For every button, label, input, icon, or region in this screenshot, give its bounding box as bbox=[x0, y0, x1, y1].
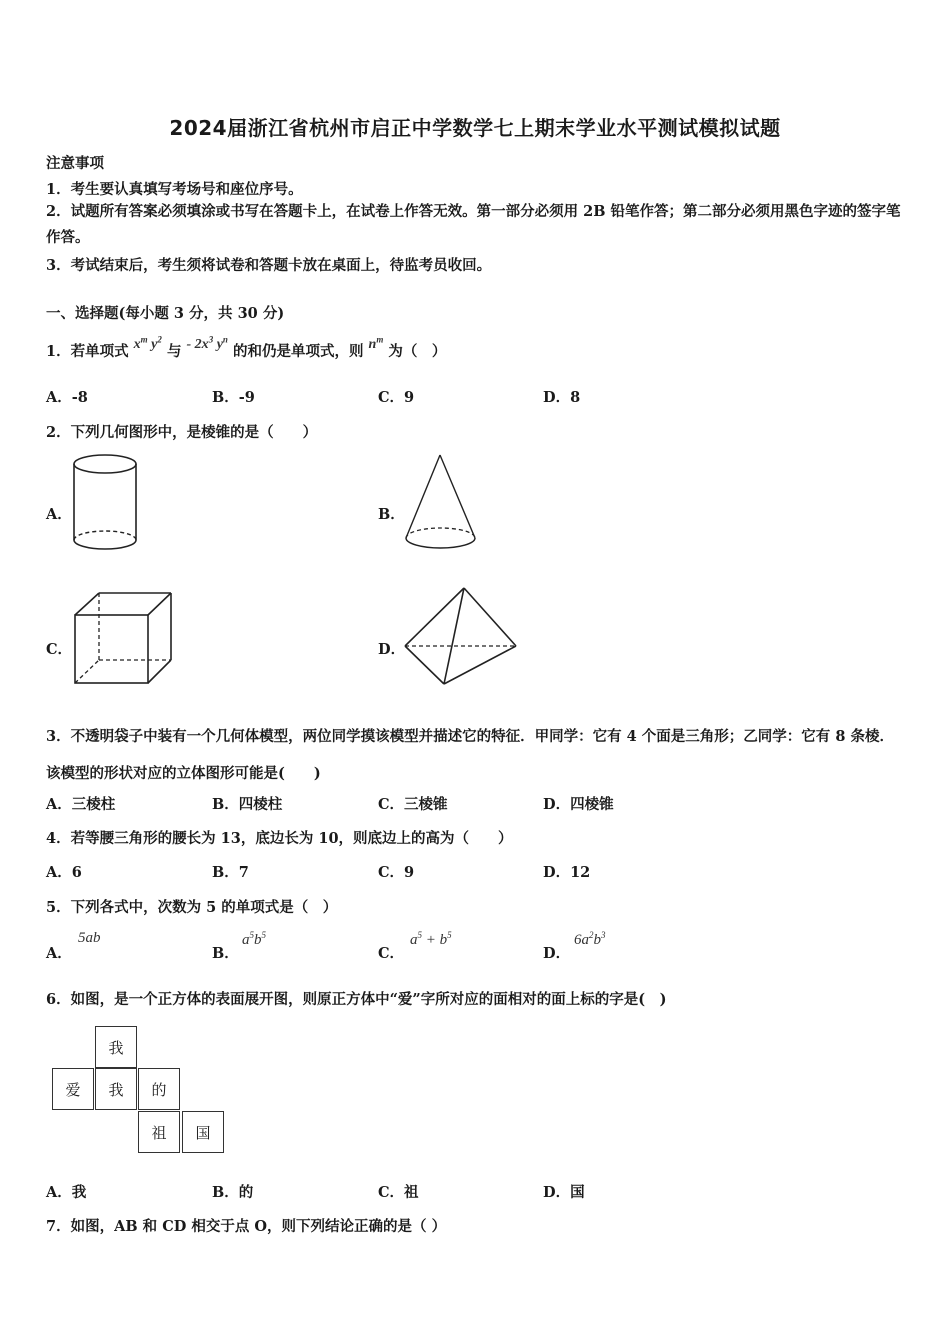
notice-heading: 注意事项 bbox=[46, 155, 104, 172]
q1-expr2: - $2x^3$ $y^n$ bbox=[186, 334, 228, 352]
q4-option-d: D．12 bbox=[543, 864, 591, 881]
cube-figure bbox=[72, 590, 176, 688]
q3-option-b: B．四棱柱 bbox=[212, 796, 283, 813]
notice-item-2: 2．试题所有答案必须填涂或书写在答题卡上，在试卷上作答无效。第一部分必须用 2B 铅笔作答；第二部分必须用黑色字迹的签字笔作答。 bbox=[46, 203, 901, 246]
q4-option-c: C．9 bbox=[378, 864, 415, 881]
q2-label-a: A． bbox=[46, 506, 72, 523]
q6-option-a: A．我 bbox=[46, 1184, 87, 1201]
notice-item-3: 3．考试结束后，考生须将试卷和答题卡放在桌面上，待监考员收回。 bbox=[46, 257, 492, 274]
q3-stem: 3．不透明袋子中装有一个几何体模型，两位同学摸该模型并描述它的特征．甲同学：它有 4 个面是三角形；乙同学：它有 8 条棱．该模型的形状对应的立体图形可能是( ) bbox=[46, 728, 894, 782]
q2-stem: 2．下列几何图形中，是棱锥的是（ ） bbox=[46, 424, 318, 441]
q5-expr-a: 5ab bbox=[78, 930, 101, 946]
q1-expr3: $n^m$ bbox=[368, 334, 384, 352]
q1-stem: 1．若单项式 $x^m$ $y^2$ 与 - $2x^3$ $y^n$ 的和仍是单项式，则 $n^m$ 为（ ） bbox=[46, 334, 447, 360]
net-cell-zu: 祖 bbox=[138, 1111, 180, 1153]
q7-stem: 7．如图，AB 和 CD 相交于点 O，则下列结论正确的是（ ） bbox=[46, 1218, 447, 1235]
q1-option-c: C．9 bbox=[378, 389, 415, 406]
cone-figure bbox=[402, 452, 482, 552]
q1-option-a: A．-8 bbox=[46, 389, 88, 406]
q4-stem: 4．若等腰三角形的腰长为 13，底边长为 10，则底边上的高为（ ） bbox=[46, 830, 513, 847]
q1-expr1: $x^m$ $y^2$ bbox=[133, 334, 162, 352]
q3-option-c: C．三棱锥 bbox=[378, 796, 448, 813]
section-heading: 一、选择题(每小题 3 分，共 30 分) bbox=[46, 305, 285, 322]
q5-label-b: B． bbox=[212, 945, 239, 962]
q6-option-b: B．的 bbox=[212, 1184, 254, 1201]
net-cell-ai: 爱 bbox=[52, 1068, 94, 1110]
q3-option-a: A．三棱柱 bbox=[46, 796, 116, 813]
q5-stem: 5．下列各式中，次数为 5 的单项式是（ ） bbox=[46, 899, 338, 916]
q5-expr-c: $a^5 + b^5$ bbox=[410, 930, 452, 948]
q1-option-b: B．-9 bbox=[212, 389, 255, 406]
q4-option-a: A．6 bbox=[46, 864, 82, 881]
net-cell-wo: 我 bbox=[95, 1068, 137, 1110]
q6-option-d: D．国 bbox=[543, 1184, 585, 1201]
q5-expr-b: $a^5b^5$ bbox=[242, 930, 266, 948]
q2-label-b: B． bbox=[378, 506, 405, 523]
q5-label-d: D． bbox=[543, 945, 571, 962]
q5-expr-d: $6a^2b^3$ bbox=[574, 930, 606, 948]
q2-label-d: D． bbox=[378, 641, 406, 658]
q3-option-d: D．四棱锥 bbox=[543, 796, 614, 813]
net-cell-guo: 国 bbox=[182, 1111, 224, 1153]
q2-label-c: C． bbox=[46, 641, 73, 658]
q5-label-a: A． bbox=[46, 945, 72, 962]
net-cell-de: 的 bbox=[138, 1068, 180, 1110]
notice-item-1: 1．考生要认真填写考场号和座位序号。 bbox=[46, 181, 303, 198]
q1-option-d: D．8 bbox=[543, 389, 581, 406]
q5-label-c: C． bbox=[378, 945, 405, 962]
page-title: 2024届浙江省杭州市启正中学数学七上期末学业水平测试模拟试题 bbox=[169, 116, 781, 140]
pyramid-figure bbox=[402, 585, 522, 689]
cylinder-figure bbox=[70, 452, 142, 554]
net-cell-top: 我 bbox=[95, 1026, 137, 1068]
q4-option-b: B．7 bbox=[212, 864, 249, 881]
q6-stem: 6．如图，是一个正方体的表面展开图，则原正方体中“爱”字所对应的面相对的面上标的字是( ) bbox=[46, 991, 667, 1008]
q6-option-c: C．祖 bbox=[378, 1184, 419, 1201]
